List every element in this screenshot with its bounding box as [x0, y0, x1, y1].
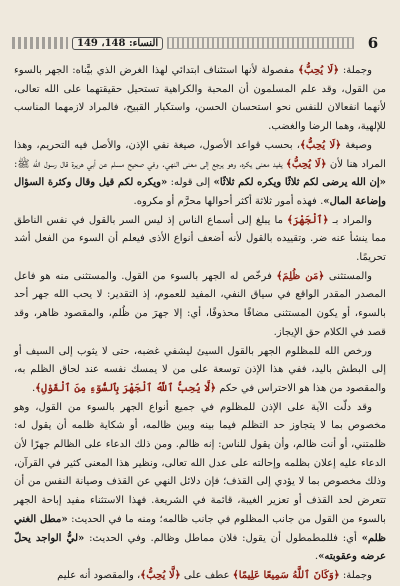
paragraph [14, 399, 386, 567]
text-run: ، بحسب قواعد الأصول، صيغة نفي الإذن، والأصل فيه التحريم، وهذا المراد هنا لأن [14, 139, 386, 170]
paragraph [14, 62, 386, 137]
text-run: وجملة: [339, 569, 372, 581]
quran-quote: ﴿لَا يُحِبُّ﴾ [300, 139, 342, 151]
paragraph [14, 212, 386, 268]
text-run: . [32, 382, 36, 394]
surah-label: النساء: 148، 149 [72, 37, 163, 50]
text-run: والمراد بـ [328, 214, 372, 226]
text-run: . فهذه أمور ثلاثة أكثر أحوالها محرَّم أو مكروه. [133, 195, 324, 207]
page-number: 6 [367, 34, 379, 52]
text-run: إلى قوله: [167, 177, 214, 189]
text-run: أي: فللمطمطول أن يقول: فلان مماطل وظالم. وفي الحديث: [84, 532, 362, 544]
quran-quote: ﴿لَّا يُحِبُّ ٱللَّهُ ٱلْجَهْرَ بِٱلسُّوٓءِ مِنَ ٱلْقَوْلِ﴾ [35, 382, 217, 394]
page-header [12, 32, 388, 54]
text-run: وجملة: [339, 65, 372, 76]
text-run: عطف على [180, 569, 233, 581]
quran-quote: ﴿لَا يُحِبُّ﴾ [285, 158, 327, 170]
paragraph [14, 567, 386, 586]
header-ornament [12, 37, 68, 49]
text-run: مفصولة لأنها استئناف ابتدائي لهذا الغرض الذي بيَّناه: الجهر بالسوء من القول، وقد علم المسلمون أن المحبة والكراهية تستحيل حقيقتهما على الله تعالى، لأنهما انفعالان للنفس نحو استحسان الحسن، واستكبار القبيح، فالمراد لازمهما المناسب للإلهية، وهما الرضا والغضب. [14, 65, 386, 133]
hadith-quote: «ويكره لكم قيل وقال وكثرة السؤال وإضاعة المال» [14, 177, 386, 207]
quran-quote: ﴿وَكَانَ ٱللَّهُ سَمِيعًا عَلِيمًا﴾ [232, 569, 340, 581]
text-run: وقد دلّت الآية على الإذن للمظلوم في جميع أنواع الجهر بالسوء من القول، وهو مخصوص بما لا يتجاوز حد التظلم فيما بينه وبين ظالمه، أو شكاية ظلمه أن يقول له: ظلمتني، أو أنت ظالم، وأن يقول للناس: إنه ظالم. ومن ذلك الدعاء على الظالم جهرًا لأن الدعاء عليه إعلان بظلمه وإحالته على عدل الله تعالى، ونظير هذا المعنى كثير في القرآن، وذلك مخصوص بما لا يؤدي إلى القذف؛ فإن دلائل النهي عن القذف وصيانة النفس من أن تتعرض لحد القذف أو تعزير الغيبة، قائمة في الشريعة. فهذا الاستثناء مفيد إباحة الجهر بالسوء من القول من جانب المظلوم في جانب ظالمه؛ ومنه ما في الحديث: [14, 401, 386, 525]
hadith-quote: «ليُّ الواجد يحلّ عرضه وعقوبته» [14, 532, 386, 563]
paragraph [14, 137, 386, 212]
hadith-quote: «مطل الغني ظلم» [14, 513, 386, 544]
paragraph [14, 343, 386, 399]
text-run: فرخّص له الجهر بالسوء من القول. والمستثنى منه هو فاعل المصدر المقدر الواقع في سياق النفي، المفيد للعموم، إذ التقدير: لا يحب الله جهر أحد بالسوء، أو يكون المستثنى مضافًا محذوفًا، أي: إلا جهرَ من ظُلم، والمقصود ظاهر، وقد قصد في الكلام حق الإيجاز. [14, 270, 386, 338]
text-run: . [314, 551, 319, 563]
quran-quote: ﴿لَّا يُحِبُّ﴾ [140, 569, 181, 581]
paragraph [14, 268, 386, 343]
page-body [14, 62, 386, 581]
text-run: ، والمقصود أنه عليم [57, 569, 141, 581]
quran-quote: ﴿لَا يُحِبُّ﴾ [298, 65, 340, 76]
text-run: ما يبلغ إلى أسماع الناس إذ ليس السر بالقول في نفس الناطق مما ينشأ عنه ضر. وتقييده بالقول لأنه أضعف أنواع الأذى فيعلم أن السوء من الفعل أشد تحريمًا. [14, 214, 386, 264]
text-run: وصيغة [341, 139, 373, 151]
text-run: ورخص الله للمظلوم الجهر بالقول السيئ ليشفي غضبه، حتى لا يثوب إلى السيف أو إلى البطش باليد، ففي هذا الإذن توسعة على من لا يمسك نفسه عند لحاق الظلم به، والمقصود من هذا هو الاحتراس في حكم [14, 345, 386, 394]
hadith-quote: «إن الله يرضى لكم ثلاثًا ويكره لكم ثلاثًا» [213, 177, 386, 189]
text-run: والمستثنى [324, 270, 373, 282]
quran-quote: ﴿مَن ظُلِمَ﴾ [276, 270, 325, 282]
text-run: يفيد معنى يكره، وهو يرجع إلى معنى النهي. وفي صحيح مسلم عن أبي هريرة قال رسول الله ﷺ: [14, 158, 286, 170]
header-rule [167, 37, 354, 49]
quran-quote: ﴿ٱلْجَهْرَ﴾ [287, 214, 329, 226]
